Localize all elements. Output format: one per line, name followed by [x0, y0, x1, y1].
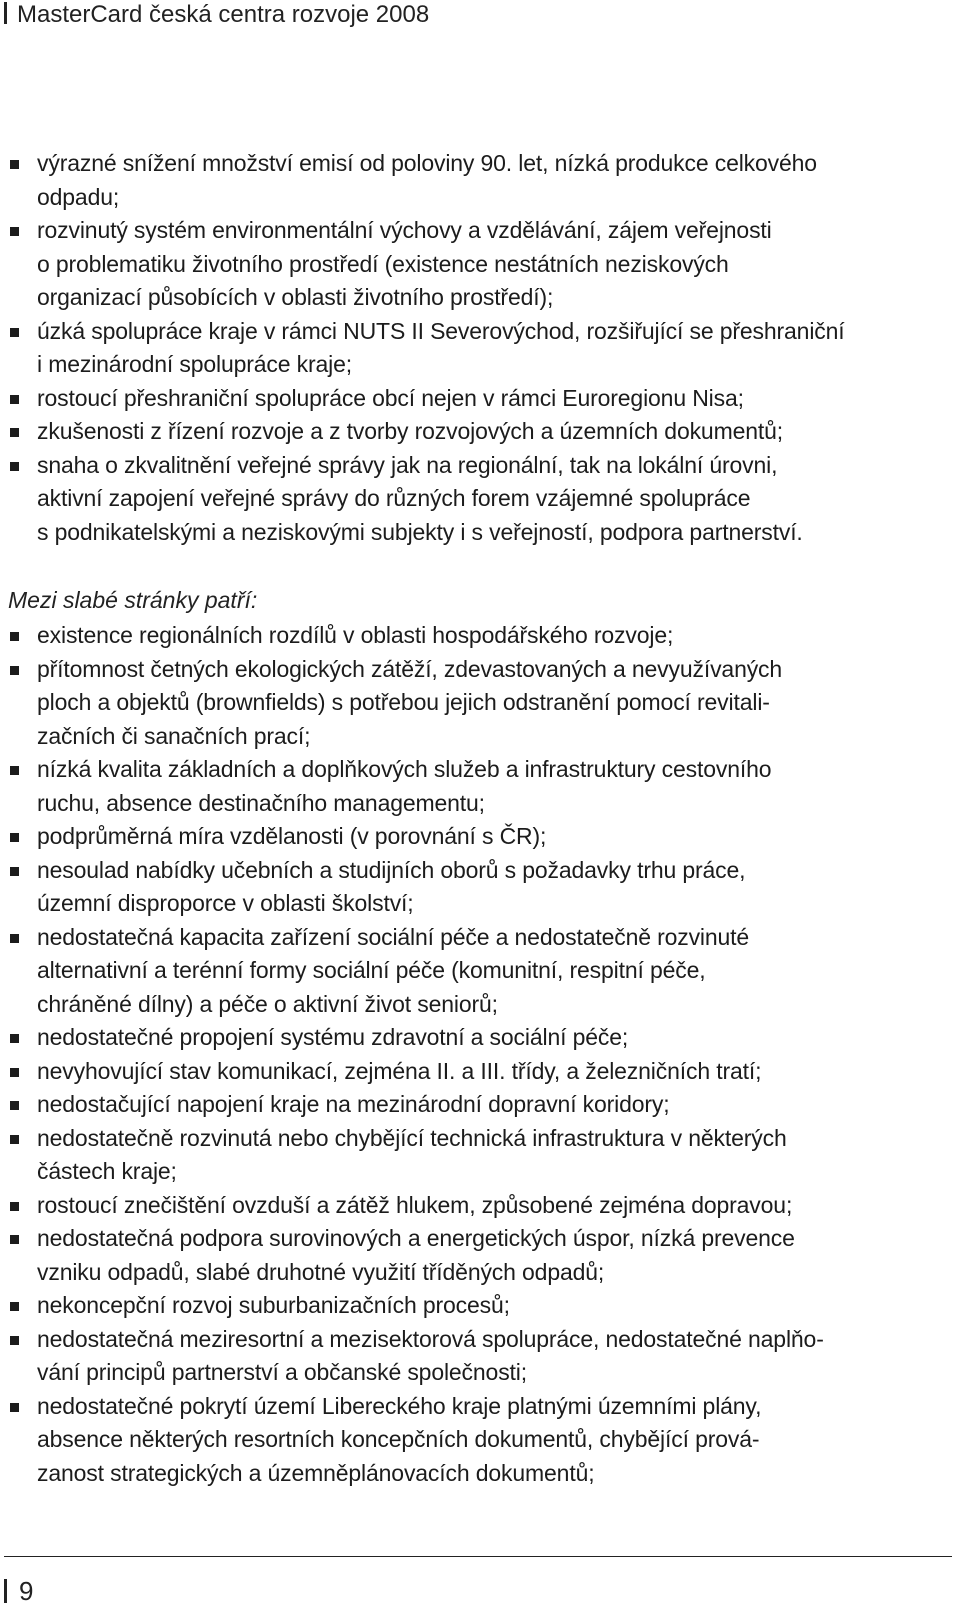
square-bullet-icon — [10, 328, 19, 337]
running-header — [4, 0, 429, 30]
footer-rule — [4, 1556, 952, 1557]
square-bullet-icon — [10, 766, 19, 775]
list-item-text: nedostatečné propojení systému zdravotní a sociální péče; — [37, 1024, 629, 1050]
list-item — [0, 820, 950, 854]
square-bullet-icon — [10, 1135, 19, 1144]
list-item — [0, 1122, 950, 1189]
list-item — [0, 315, 950, 382]
list-item-text: nedostačující napojení kraje na mezinárodní dopravní koridory; — [37, 1091, 670, 1117]
page-number: 9 — [19, 1576, 34, 1606]
list-item-text: výrazné snížení množství emisí od poloviny 90. let, nízká produkce celkového odpadu; — [37, 150, 817, 210]
weaknesses-list — [0, 619, 950, 1490]
list-item-text: přítomnost četných ekologických zátěží, zdevastovaných a nevyužívaných ploch a objektů (brownfields) s potřebou jejich odstranění pomocí revitali- začních či sanačních prací; — [37, 655, 783, 749]
list-item-text: úzká spolupráce kraje v rámci NUTS II Severovýchod, rozšiřující se přeshraniční i mezinárodní spolupráce kraje; — [37, 317, 845, 377]
square-bullet-icon — [10, 1202, 19, 1211]
square-bullet-icon — [10, 1336, 19, 1345]
header-bar — [4, 2, 7, 24]
list-item-text: nevyhovující stav komunikací, zejména II. a III. třídy, a železničních tratí; — [37, 1057, 762, 1084]
square-bullet-icon — [10, 934, 19, 943]
list-item-text: rozvinutý systém environmentální výchovy a vzdělávání, zájem veřejnosti o problematiku životního prostředí (existence nestátních neziskových organizací působících v oblasti životního prostředí); — [37, 217, 772, 310]
list-item — [0, 1390, 950, 1491]
list-item-text: nedostatečná meziresortní a mezisektorová spolupráce, nedostatečné naplňo- vání principů partnerství a občanské společnosti; — [37, 1325, 824, 1385]
square-bullet-icon — [10, 428, 19, 437]
list-item — [0, 753, 950, 820]
square-bullet-icon — [10, 1034, 19, 1043]
list-item-text: nesoulad nabídky učebních a studijních oborů s požadavky trhu práce, územní disproporce v oblasti školství; — [37, 856, 746, 916]
list-item-text: snaha o zkvalitnění veřejné správy jak na regionální, tak na lokální úrovni, aktivní zapojení veřejné správy do různých forem vzájemné spolupráce s podnikatelskými a neziskovými subjekty i s veřejností, podpora partnerství. — [37, 451, 803, 545]
list-item-text: nedostatečné pokrytí území Libereckého kraje platnými územními plány, absence některých resortních koncepčních dokumentů, chybějící prová- zanost strategických a územněplánovacích dokumentů; — [37, 1392, 762, 1486]
header-title: MasterCard česká centra rozvoje 2008 — [17, 1, 430, 28]
list-item-text: nedostatečná kapacita zařízení sociální péče a nedostatečně rozvinuté alternativní a terénní formy sociální péče (komunitní, respitní péče, chráněné dílny) a péče o aktivní život seniorů; — [37, 923, 750, 1017]
square-bullet-icon — [10, 833, 19, 842]
list-item — [0, 147, 950, 214]
list-item — [0, 449, 950, 550]
square-bullet-icon — [10, 867, 19, 876]
list-item — [0, 1289, 950, 1323]
weaknesses-heading: Mezi slabé stránky patří: — [8, 587, 258, 613]
list-item-text: rostoucí přeshraniční spolupráce obcí nejen v rámci Euroregionu Nisa; — [37, 384, 744, 411]
list-item-text: nedostatečná podpora surovinových a energetických úspor, nízká prevence vzniku odpadů, slabé druhotné využití tříděných odpadů; — [37, 1225, 795, 1285]
list-item — [0, 619, 950, 653]
list-item-text: existence regionálních rozdílů v oblasti hospodářského rozvoje; — [37, 622, 674, 648]
list-item-text: rostoucí znečištění ovzduší a zátěž hlukem, způsobené zejména dopravou; — [37, 1191, 793, 1218]
list-item-text: podprůměrná míra vzdělanosti (v porovnání s ČR); — [37, 823, 547, 849]
square-bullet-icon — [10, 1101, 19, 1110]
square-bullet-icon — [10, 395, 19, 404]
list-item — [0, 382, 950, 416]
square-bullet-icon — [10, 227, 19, 236]
page-footer — [4, 1576, 33, 1606]
square-bullet-icon — [10, 1068, 19, 1077]
list-item — [0, 1088, 950, 1122]
square-bullet-icon — [10, 160, 19, 169]
square-bullet-icon — [10, 632, 19, 641]
list-item-text: nedostatečně rozvinutá nebo chybějící technická infrastruktura v některých částech kraje; — [37, 1124, 787, 1184]
list-item-text: nízká kvalita základních a doplňkových služeb a infrastruktury cestovního ruchu, absence destinačního managementu; — [37, 756, 772, 816]
square-bullet-icon — [10, 1235, 19, 1244]
list-item — [0, 1323, 950, 1390]
list-item — [0, 653, 950, 754]
list-item-text: zkušenosti z řízení rozvoje a z tvorby rozvojových a územních dokumentů; — [37, 418, 783, 444]
list-item — [0, 1189, 950, 1223]
list-item — [0, 921, 950, 1022]
list-item — [0, 415, 950, 449]
list-item — [0, 1222, 950, 1289]
list-item — [0, 1021, 950, 1055]
strengths-list — [0, 147, 950, 549]
list-item — [0, 214, 950, 315]
list-item — [0, 1055, 950, 1089]
footer-bar — [4, 1579, 7, 1603]
list-item-text: nekoncepční rozvoj suburbanizačních procesů; — [37, 1292, 510, 1318]
square-bullet-icon — [10, 1302, 19, 1311]
list-item — [0, 854, 950, 921]
square-bullet-icon — [10, 666, 19, 675]
square-bullet-icon — [10, 1403, 19, 1412]
square-bullet-icon — [10, 462, 19, 471]
